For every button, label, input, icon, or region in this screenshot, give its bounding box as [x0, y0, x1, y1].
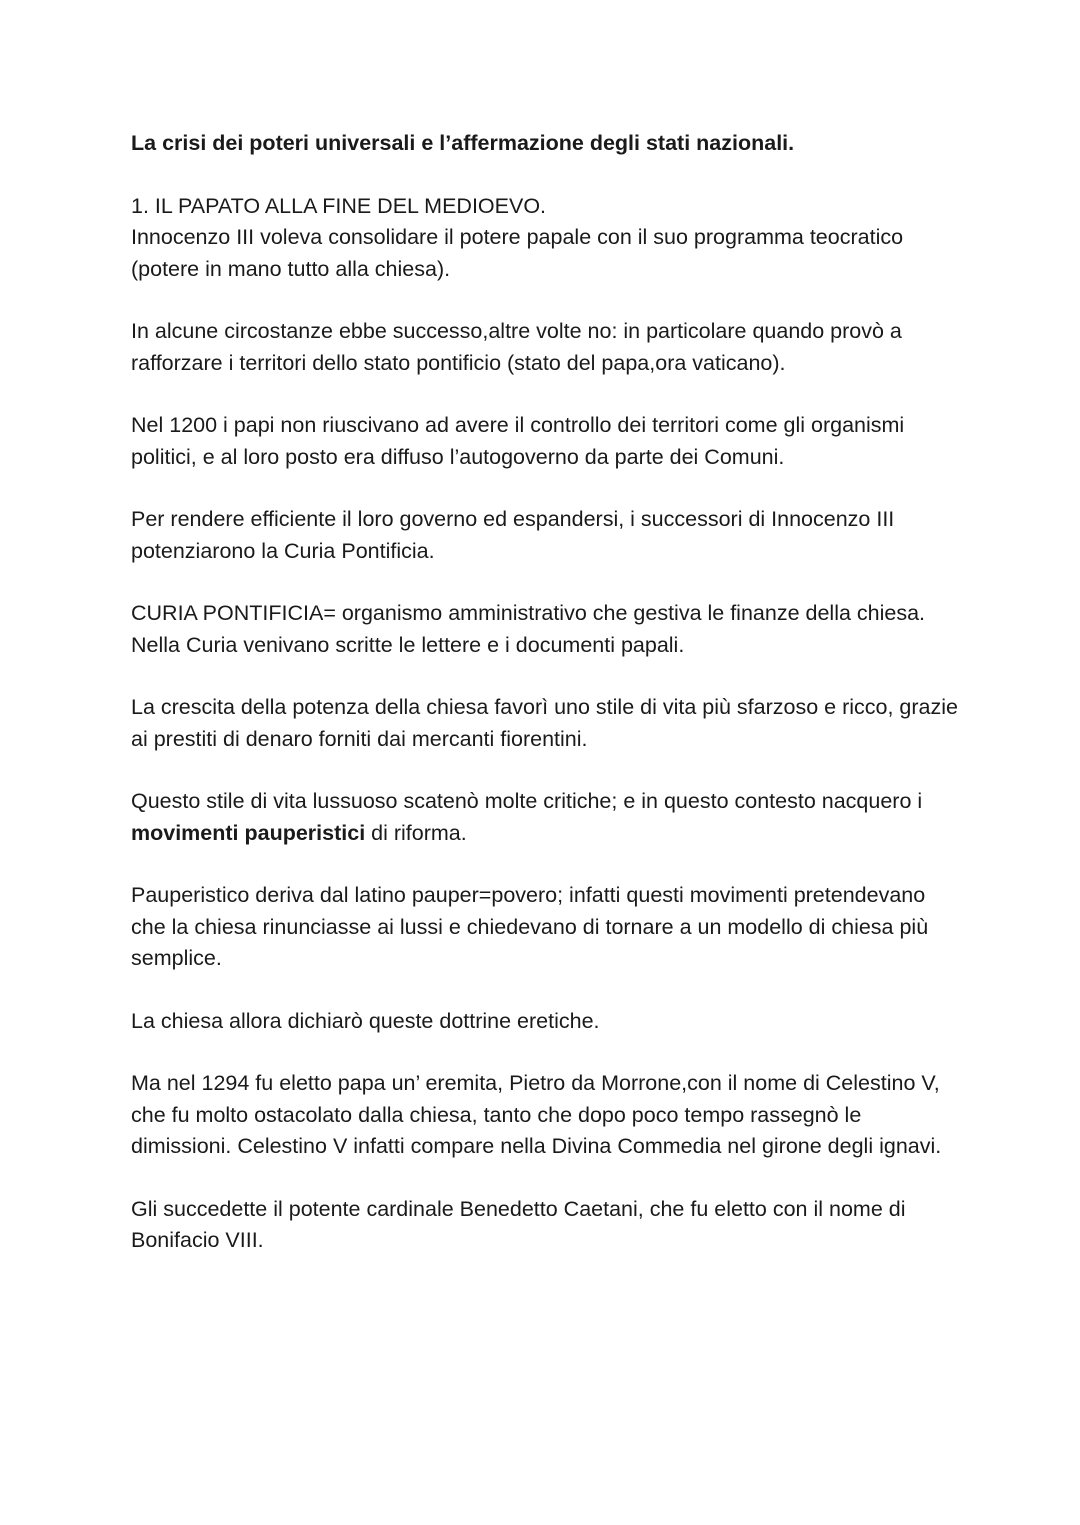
paragraph-celestino: Ma nel 1294 fu eletto papa un’ eremita, Pietro da Morrone,con il nome di Celestino V, che fu molto ostacolato dalla chiesa, tanto che dopo poco tempo rassegnò le dimissioni. Celestino V infatti compare nella Divina Commedia nel girone degli ignavi. [131, 1071, 942, 1158]
paragraph-movimenti-before: Questo stile di vita lussuoso scatenò molte critiche; e in questo contesto nacquero i [131, 789, 923, 813]
paragraph-successori: Per rendere efficiente il loro governo ed espandersi, i successori di Innocenzo III potenziarono la Curia Pontificia. [131, 507, 895, 563]
paragraph-innocenzo: Innocenzo III voleva consolidare il potere papale con il suo programma teocratico (potere in mano tutto alla chiesa). [131, 225, 904, 281]
paragraph-1200: Nel 1200 i papi non riuscivano ad avere il controllo dei territori come gli organismi politici, e al loro posto era diffuso l’autogoverno da parte dei Comuni. [131, 413, 905, 469]
paragraph-circostanze: In alcune circostanze ebbe successo,altre volte no: in particolare quando provò a rafforzare i territori dello stato pontificio (stato del papa,ora vaticano). [131, 319, 902, 375]
paragraph-eretiche: La chiesa allora dichiarò queste dottrine eretiche. [131, 1008, 600, 1033]
paragraph-movimenti-after: di riforma. [365, 820, 467, 845]
paragraph-crescita: La crescita della potenza della chiesa favorì uno stile di vita più sfarzoso e ricco, grazie ai prestiti di denaro forniti dai mercanti fiorentini. [131, 695, 958, 751]
document-page [131, 128, 961, 1288]
paragraph-bonifacio: Gli succedette il potente cardinale Benedetto Caetani, che fu eletto con il nome di Bonifacio VIII. [131, 1196, 906, 1252]
section-heading: 1. IL PAPATO ALLA FINE DEL MEDIOEVO. [131, 193, 547, 218]
document-title: La crisi dei poteri universali e l’affermazione degli stati nazionali. [131, 131, 795, 155]
paragraph-pauper: Pauperistico deriva dal latino pauper=povero; infatti questi movimenti pretendevano che la chiesa rinunciasse ai lussi e chiedevano di tornare a un modello di chiesa più semplice. [131, 883, 929, 970]
movimenti-pauperistici-bold: movimenti pauperistici [131, 820, 366, 845]
paragraph-movimenti [131, 786, 961, 849]
paragraph-curia-pontificia: CURIA PONTIFICIA= organismo amministrativo che gestiva le finanze della chiesa. Nella Curia venivano scritte le lettere e i documenti papali. [131, 601, 926, 657]
